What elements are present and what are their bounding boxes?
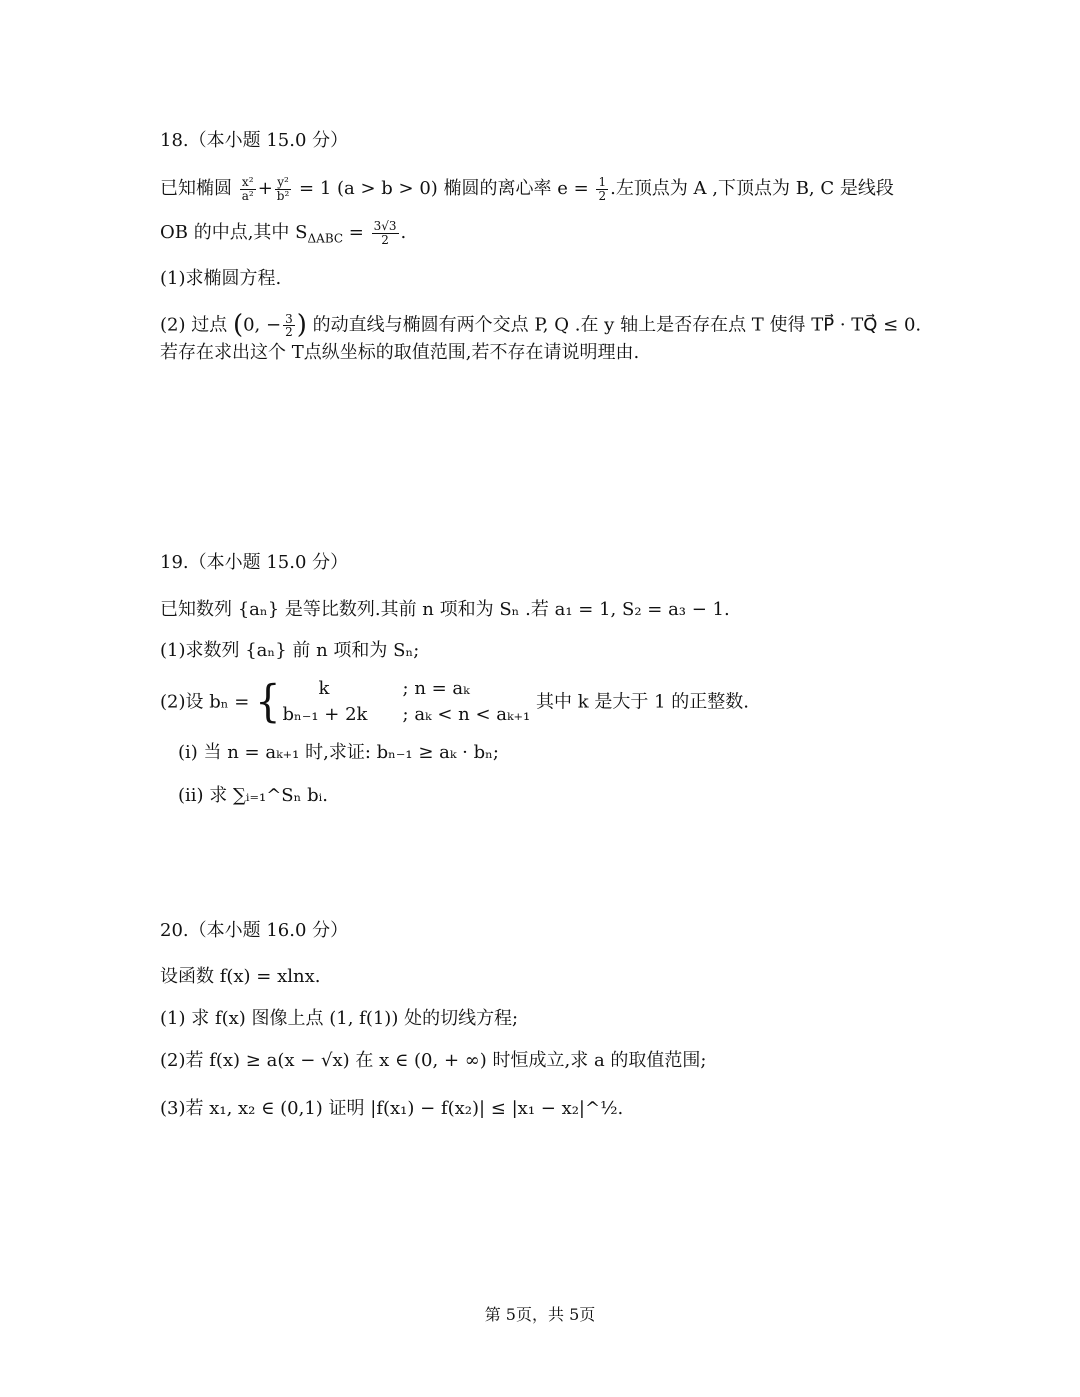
q18-period: .: [400, 222, 407, 244]
q19-stem: 已知数列 {aₙ} 是等比数列.其前 n 项和为 Sₙ .若 a₁ = 1, S₂ = a₃ − 1.: [160, 599, 730, 620]
point-coords: 0, −: [243, 314, 282, 336]
q19-heading: 19.（本小题 15.0 分）: [160, 552, 349, 573]
q19-part2: [160, 676, 749, 728]
q19-part2-text-b: 其中 k 是大于 1 的正整数.: [536, 691, 749, 713]
area-fraction: [372, 220, 399, 246]
case-row-2: [283, 702, 531, 728]
q19-part2-ii: (ii) 求 ∑ᵢ₌₁^Sₙ bᵢ.: [178, 785, 328, 806]
q20-part3: (3)若 x₁, x₂ ∈ (0,1) 证明 |f(x₁) − f(x₂)| ≤ |x₁ − x₂|^½.: [160, 1098, 624, 1119]
q18-stem-text-c: .左顶点为 A ,下顶点为 B, C 是线段: [610, 178, 894, 200]
q20-part2: (2)若 f(x) ≥ a(x − √x) 在 x ∈ (0, + ∞) 时恒成立,求 a 的取值范围;: [160, 1050, 707, 1071]
eccentricity-fraction: [596, 176, 608, 202]
case2-value: bₙ₋₁ + 2k: [282, 704, 368, 726]
q18-part1: (1)求椭圆方程.: [160, 268, 282, 289]
area-subscript: ΔABC: [307, 231, 344, 246]
ellipse-x-den: a²: [241, 188, 254, 203]
ellipse-x-fraction: [240, 176, 256, 202]
q19-part1: (1)求数列 {aₙ} 前 n 项和为 Sₙ;: [160, 640, 420, 661]
ellipse-y-num: y²: [275, 176, 292, 190]
q18-stem-text-b: = 1 (a > b > 0) 椭圆的离心率 e =: [299, 178, 589, 200]
case1-value: k: [318, 678, 330, 699]
q18-equals: =: [343, 222, 364, 244]
q18-part2-line2: 若存在求出这个 T点纵坐标的取值范围,若不存在请说明理由.: [160, 342, 640, 363]
q18-stem-line2: [160, 220, 406, 246]
ellipse-y-den: b²: [276, 188, 290, 203]
area-num: 3√3: [373, 219, 397, 233]
case-row-1: [283, 676, 531, 702]
q18-stem-text-d: OB 的中点,其中 S: [160, 222, 308, 244]
q20-stem: 设函数 f(x) = xlnx.: [160, 966, 321, 987]
q20-heading: 20.（本小题 16.0 分）: [160, 920, 349, 941]
q18-heading: 18.（本小题 15.0 分）: [160, 130, 349, 151]
case2-condition: ; aₖ < n < aₖ₊₁: [402, 704, 531, 726]
q18-stem-text-a: 已知椭圆: [160, 178, 232, 200]
left-brace: {: [255, 676, 281, 728]
q19-part2-text-a: (2)设 bₙ =: [160, 691, 250, 713]
point-num: 3: [285, 311, 293, 326]
case1-condition: ; n = aₖ: [402, 678, 470, 699]
q20-part1: (1) 求 f(x) 图像上点 (1, f(1)) 处的切线方程;: [160, 1008, 519, 1029]
point-open-paren: (: [232, 310, 244, 340]
q19-part2-i: (i) 当 n = aₖ₊₁ 时,求证: bₙ₋₁ ≥ aₖ · bₙ;: [178, 742, 499, 763]
area-den: 2: [381, 232, 389, 247]
q18-stem-line1: [160, 176, 894, 202]
q18-part2-text-b: 的动直线与椭圆有两个交点 P, Q .在 y 轴上是否存在点 T 使得 TP⃗ · TQ⃗ ≤ 0.: [312, 314, 922, 336]
q18-part2-line1: [160, 310, 921, 341]
ellipse-y-fraction: [275, 176, 292, 202]
piecewise-cases: [283, 676, 531, 728]
q18-part2-text-a: (2) 过点: [160, 314, 228, 336]
e-den: 2: [598, 188, 607, 203]
page-footer: 第 5页，共 5页: [484, 1305, 596, 1324]
e-num: 1: [598, 175, 607, 189]
plus-sign: +: [257, 178, 273, 200]
ellipse-x-num: x²: [240, 176, 256, 190]
point-close-paren: ): [296, 310, 307, 340]
point-fraction: [283, 313, 295, 339]
point-den: 2: [285, 325, 293, 340]
